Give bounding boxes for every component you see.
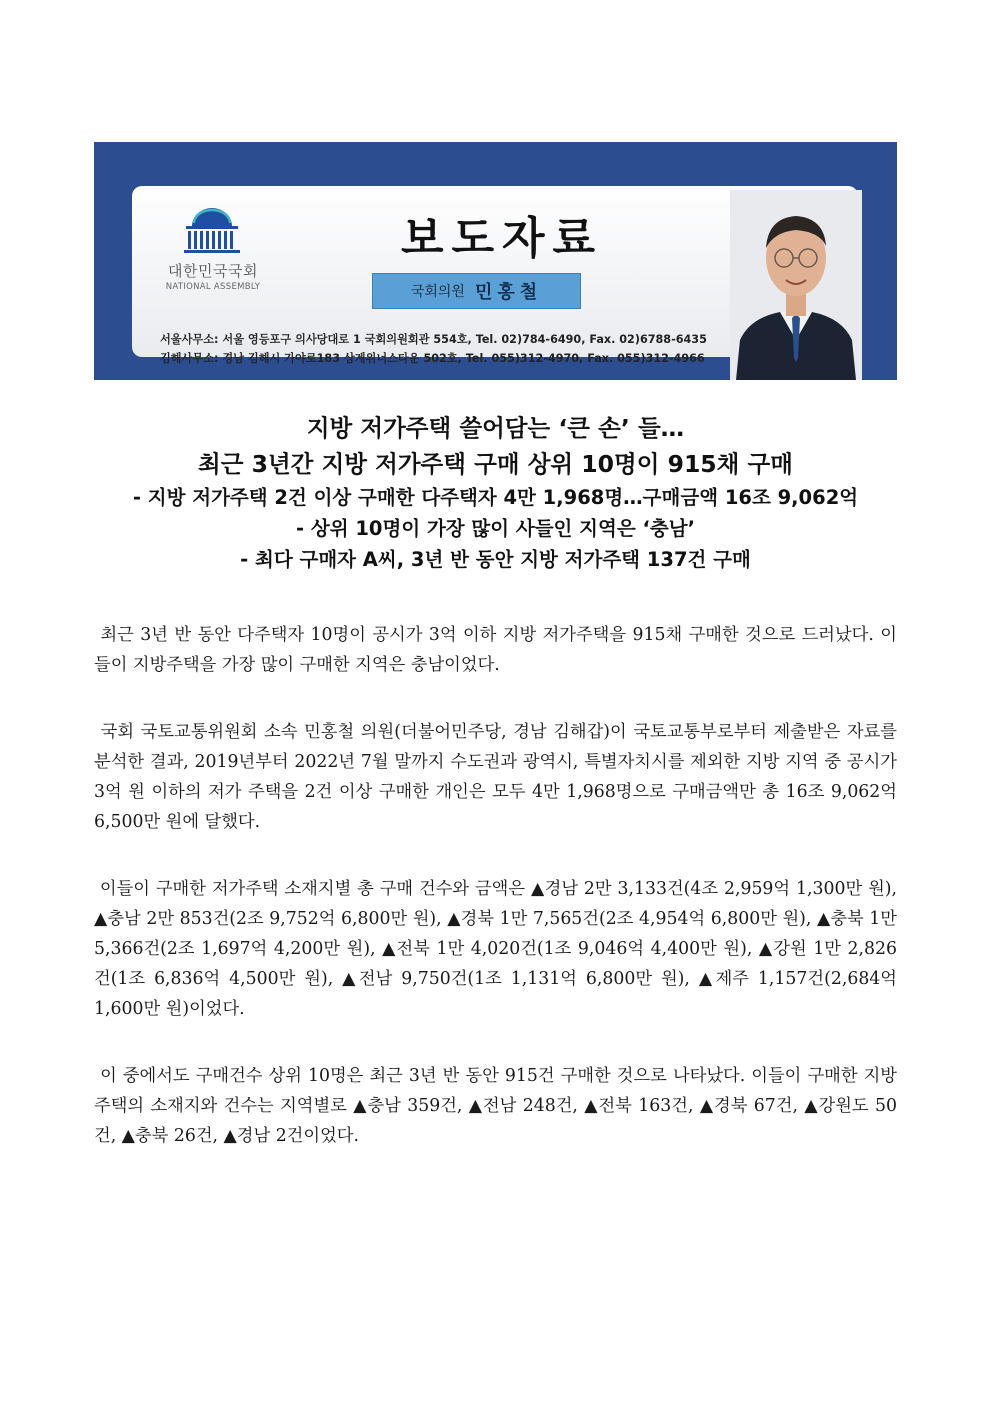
paragraph-1 xyxy=(94,620,897,680)
paragraph-4-text: 이 중에서도 구매건수 상위 10명은 최근 3년 반 동안 915건 구매한 것으로 나타났다. 이들이 구매한 지방주택의 소재지와 건수는 지역별로 ▲충남 359건, ▲전남 248건, ▲전북 163건, ▲경북 67건, ▲강원도 50건, ▲충북 26건, ▲경남 2건이었다. xyxy=(94,1066,897,1146)
office-seoul: 서울사무소: 서울 영등포구 의사당대로 1 국회의원회관 554호, Tel. 02)784-6490, Fax. 02)6788-6435 xyxy=(160,333,707,346)
paragraph-3 xyxy=(94,874,897,1024)
member-name-box xyxy=(372,273,581,309)
paragraph-2-text: 국회 국토교통위원회 소속 민홍철 의원(더불어민주당, 경남 김해갑)이 국토교통부로부터 제출받은 자료를 분석한 결과, 2019년부터 2022년 7월 말까지 수도권과 광역시, 특별자치시를 제외한 지방 지역 중 공시가 3억 원 이하의 저가 주택을 2건 이상 구매한 개인은 모두 4만 1,968명으로 구매금액만 총 16조 9,062억 6,500만 원에 달했다. xyxy=(94,722,897,832)
headline-block xyxy=(94,410,897,575)
national-assembly-logo xyxy=(158,206,268,306)
headline-line-2: 최근 3년간 지방 저가주택 구매 상위 10명이 915채 구매 xyxy=(198,450,793,478)
assembly-building-icon xyxy=(164,206,260,258)
press-release-title: 보도자료 xyxy=(400,213,603,264)
subheadline-2: - 상위 10명이 가장 많이 사들인 지역은 ‘충남’ xyxy=(296,517,695,540)
office-addresses xyxy=(160,330,707,368)
paragraph-2 xyxy=(94,717,897,837)
logo-text-ko: 대한민국국회 xyxy=(168,262,258,280)
article-body xyxy=(94,620,897,1188)
headline-line-1: 지방 저가주택 쓸어담는 ‘큰 손’ 들… xyxy=(306,414,685,442)
subheadline-3: - 최다 구매자 A씨, 3년 반 동안 지방 저가주택 137건 구매 xyxy=(240,548,751,571)
member-photo xyxy=(730,190,862,380)
paragraph-3-text: 이들이 구매한 저가주택 소재지별 총 구매 건수와 금액은 ▲경남 2만 3,133건(4조 2,959억 1,300만 원), ▲충남 2만 853건(2조 9,752억 6,800만 원), ▲경북 1만 7,565건(2조 4,954억 6,800만 원), ▲충북 1만 5,366건(2조 1,697억 4,200만 원), ▲전북 1만 4,020건(1조 9,046억 4,400만 원), ▲강원 1만 2,826건(1조 6,836억 4,500만 원), ▲전남 9,750건(1조 1,131억 6,800만 원), ▲제주 1,157건(2,684억 1,600만 원)이었다. xyxy=(94,879,897,1019)
paragraph-4 xyxy=(94,1061,897,1151)
member-role: 국회의원 xyxy=(410,284,465,300)
press-release-banner xyxy=(94,142,897,380)
subheadline-1: - 지방 저가주택 2건 이상 구매한 다주택자 4만 1,968명…구매금액 16조 9,062억 xyxy=(132,486,859,509)
logo-text-en: NATIONAL ASSEMBLY xyxy=(165,282,261,292)
office-gimhae: 김해사무소: 경남 김해시 가야로183 삼계위너스타운 502호, Tel. 055)312-4970, Fax. 055)312-4966 xyxy=(160,352,705,365)
member-name: 민홍철 xyxy=(474,282,543,303)
paragraph-1-text: 최근 3년 반 동안 다주택자 10명이 공시가 3억 이하 지방 저가주택을 915채 구매한 것으로 드러났다. 이들이 지방주택을 가장 많이 구매한 지역은 충남이었다. xyxy=(94,625,897,675)
